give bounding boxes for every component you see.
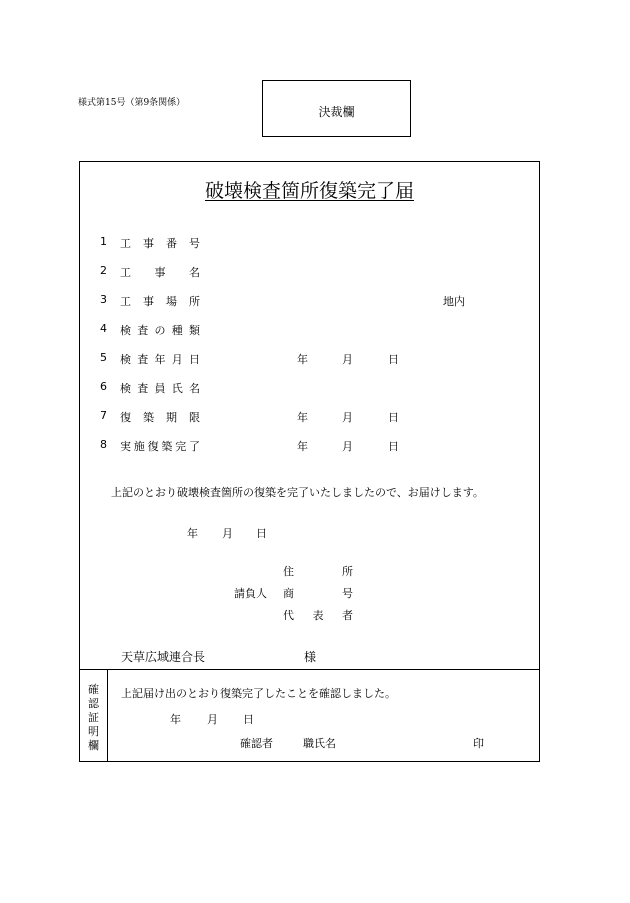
item-number: 8: [100, 438, 107, 451]
confirmation-text: 上記届け出のとおり復築完了したことを確認しました。: [121, 687, 396, 700]
item-number: 7: [100, 409, 107, 422]
month-unit: 月: [342, 353, 353, 366]
representative-label: 代 表 者: [283, 609, 353, 622]
document-title: 破壊検査箇所復築完了届: [204, 180, 414, 202]
address-label: 住 所: [283, 565, 353, 578]
contractor-role: 請負人: [234, 587, 267, 600]
trade-name-label: 商 号: [283, 587, 353, 600]
seal-label: 印: [473, 737, 484, 750]
approval-label: 決裁欄: [318, 105, 355, 119]
confirmation-month: 月: [207, 713, 218, 726]
year-unit: 年: [297, 440, 308, 453]
addressee-honorific: 様: [304, 650, 317, 664]
item-number: 3: [100, 293, 107, 306]
confirmation-year: 年: [170, 713, 181, 726]
item-label: 検査の種類: [120, 324, 200, 337]
item-label: 工事場所: [120, 295, 200, 308]
item-number: 6: [100, 380, 107, 393]
confirmation-side-column: [79, 669, 108, 762]
addressee-name: 天草広域連合長: [121, 650, 206, 664]
month-unit: 月: [342, 411, 353, 424]
item-label: 工事番号: [120, 237, 200, 250]
item-label: 検査年月日: [120, 353, 200, 366]
item-label: 検査員氏名: [120, 382, 200, 395]
year-unit: 年: [297, 353, 308, 366]
item-label: 実施復築完了: [120, 440, 200, 453]
item-number: 2: [100, 264, 107, 277]
date-month: 月: [222, 527, 233, 540]
item-label: 工 事 名: [120, 266, 200, 279]
confirmer-label: 確認者: [240, 737, 273, 750]
day-unit: 日: [388, 411, 399, 424]
year-unit: 年: [297, 411, 308, 424]
confirmation-day: 日: [243, 713, 254, 726]
day-unit: 日: [388, 353, 399, 366]
item-number: 1: [100, 235, 107, 248]
item-number: 4: [100, 322, 107, 335]
month-unit: 月: [342, 440, 353, 453]
item-label: 復築期限: [120, 411, 200, 424]
approval-box: [262, 80, 411, 137]
day-unit: 日: [388, 440, 399, 453]
location-suffix: 地内: [443, 295, 465, 308]
statement: 上記のとおり破壊検査箇所の復築を完了いたしましたので、お届けします。: [111, 486, 484, 499]
item-number: 5: [100, 351, 107, 364]
date-year: 年: [187, 527, 198, 540]
form-number: 様式第15号（第9条関係）: [78, 98, 186, 108]
confirmation-side-label: 確 認 証 明 欄: [88, 683, 99, 752]
position-name-label: 職氏名: [303, 737, 336, 750]
date-day: 日: [256, 527, 267, 540]
